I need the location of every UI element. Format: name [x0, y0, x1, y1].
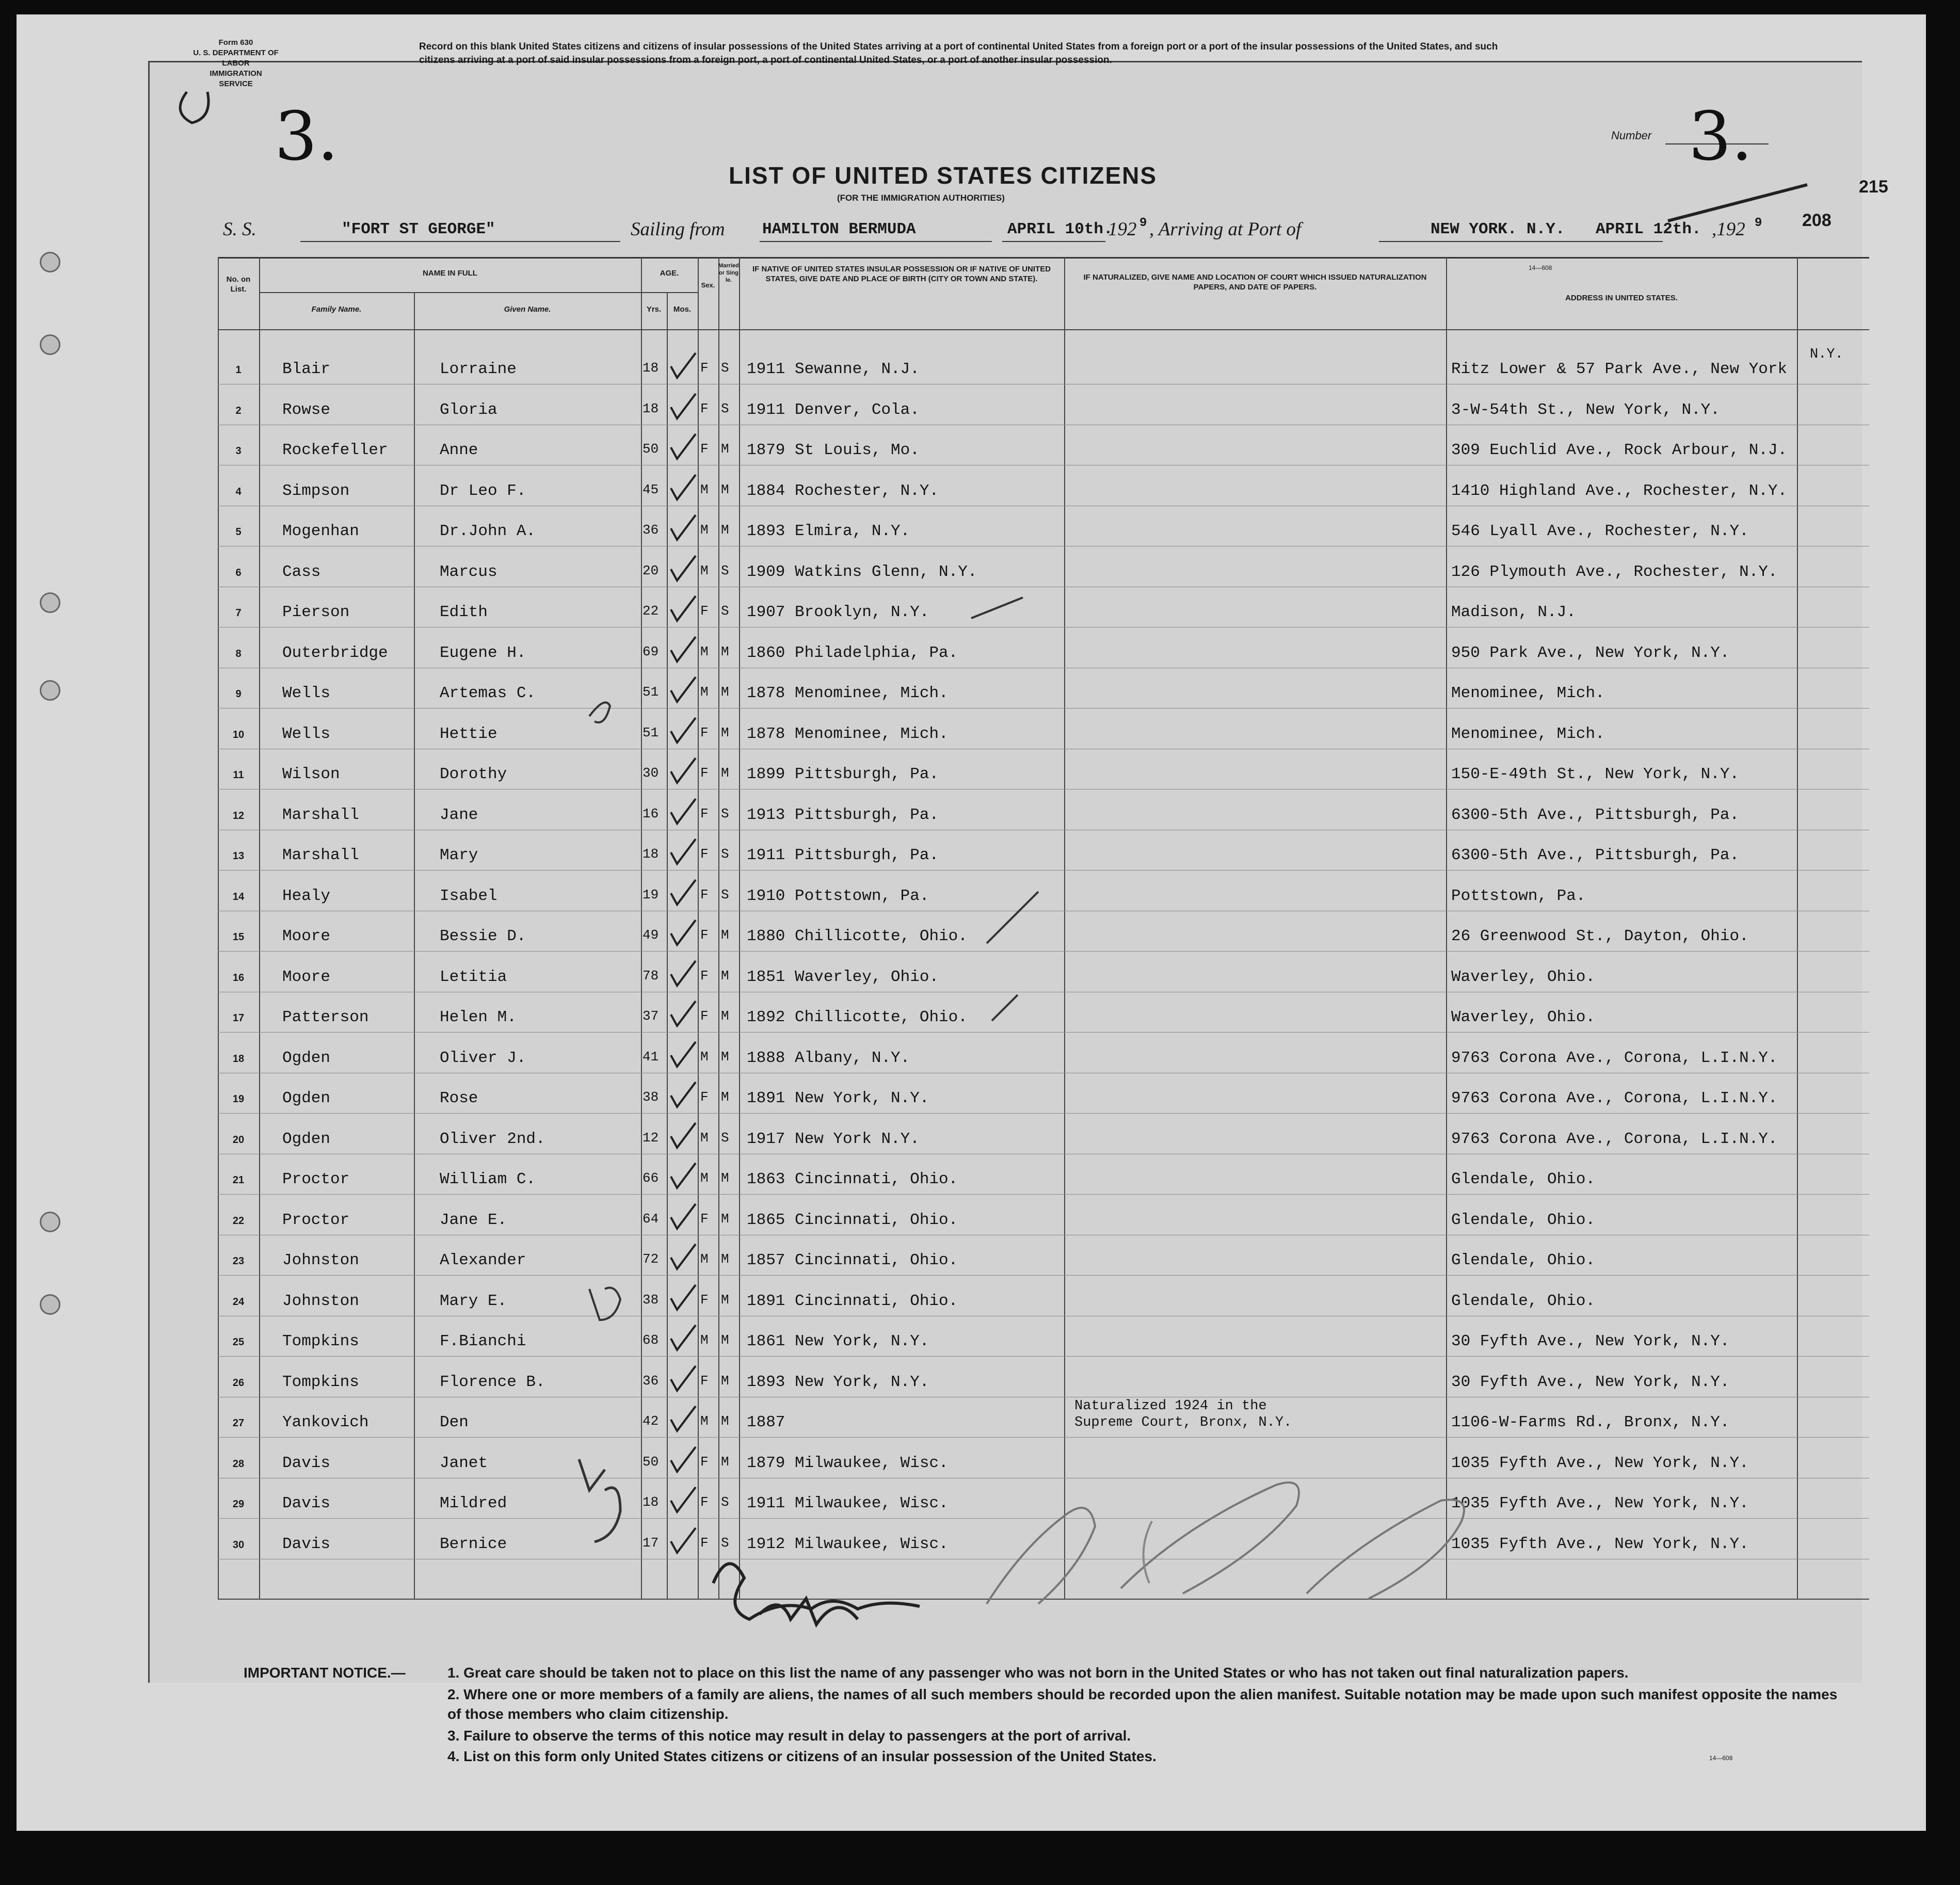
cell-ms: M [721, 1332, 729, 1348]
row-number: 15 [232, 931, 245, 943]
cell-family: Davis [282, 1535, 331, 1553]
cell-yrs: 16 [642, 805, 659, 821]
col-header-address: ADDRESS IN UNITED STATES. [1565, 294, 1678, 302]
cell-sex: F [700, 846, 709, 862]
cell-family: Tompkins [282, 1332, 359, 1350]
ship-name: "FORT ST GEORGE" [342, 220, 495, 238]
row-number: 20 [232, 1134, 245, 1146]
cell-sex: F [700, 1211, 709, 1227]
row-number: 16 [232, 972, 245, 984]
row-number: 28 [232, 1458, 245, 1470]
cell-birth: 1891 Cincinnati, Ohio. [747, 1292, 958, 1310]
cell-addr: 1035 Fyfth Ave., New York, N.Y. [1451, 1454, 1749, 1472]
cell-sex: M [700, 1251, 709, 1267]
cell-yrs: 51 [642, 724, 659, 740]
pen-mark [589, 1288, 620, 1320]
cell-addr: 546 Lyall Ave., Rochester, N.Y. [1451, 522, 1749, 540]
row-number: 25 [232, 1336, 245, 1348]
cell-ms: M [721, 1089, 729, 1105]
row-number: 2 [235, 405, 242, 416]
col-header-given: Given Name. [504, 305, 551, 314]
cell-birth: 1878 Menominee, Mich. [747, 724, 949, 743]
cell-addr: 9763 Corona Ave., Corona, L.I.N.Y. [1451, 1130, 1778, 1148]
cell-ms: M [721, 1373, 729, 1389]
cell-addr: Glendale, Ohio. [1451, 1251, 1596, 1269]
arrival-date: APRIL 12th. [1596, 220, 1701, 238]
cell-yrs: 66 [642, 1170, 659, 1186]
departure-year-digit: 9 [1139, 216, 1147, 230]
cell-given: Marcus [440, 562, 497, 581]
cell-ms: M [721, 481, 729, 497]
cell-addr: Madison, N.J. [1451, 603, 1576, 621]
cell-sex: F [700, 1454, 709, 1470]
cell-sex: M [700, 643, 709, 659]
row-number: 3 [235, 445, 242, 457]
cell-addr: 6300-5th Ave., Pittsburgh, Pa. [1451, 846, 1740, 864]
pen-mark [180, 92, 208, 123]
cell-birth: 1884 Rochester, N.Y. [747, 481, 939, 500]
row-number: 26 [232, 1377, 245, 1389]
cell-birth: 1909 Watkins Glenn, N.Y. [747, 562, 977, 581]
cell-sex: M [700, 684, 709, 700]
row-number: 4 [235, 486, 242, 497]
cell-yrs: 38 [642, 1089, 659, 1105]
cell-sex: F [700, 724, 709, 740]
page-subtitle: (FOR THE IMMIGRATION AUTHORITIES) [837, 193, 1005, 203]
cell-ms: S [721, 1130, 729, 1146]
signature [713, 1564, 920, 1619]
cell-given: Oliver 2nd. [440, 1130, 545, 1148]
col-header-sex: Sex. [701, 281, 715, 289]
handwritten-annotations [17, 14, 1926, 1831]
cell-birth: 1879 Milwaukee, Wisc. [747, 1454, 949, 1472]
number-label: Number [1611, 129, 1652, 142]
cell-ms: S [721, 400, 729, 416]
cell-ms: M [721, 927, 729, 943]
cell-given: Anne [440, 441, 478, 459]
cell-addr: Pottstown, Pa. [1451, 887, 1586, 905]
cell-yrs: 50 [642, 441, 659, 457]
cell-given: Edith [440, 603, 488, 621]
notice-item: 1. Great care should be taken not to place on this list the name of any passenger who was not born in the United States or who has not taken out final naturalization papers. [447, 1665, 1629, 1681]
row-number: 1 [235, 364, 242, 376]
cell-family: Outerbridge [282, 643, 388, 662]
cell-addr: Glendale, Ohio. [1451, 1211, 1596, 1229]
cell-sex: M [700, 1049, 709, 1065]
cell-yrs: 12 [642, 1130, 659, 1146]
cell-given: Dr Leo F. [440, 481, 526, 500]
cell-ms: S [721, 846, 729, 862]
cell-sex: M [700, 1332, 709, 1348]
cell-addr: 30 Fyfth Ave., New York, N.Y. [1451, 1332, 1730, 1350]
sailing-label: Sailing from [631, 219, 725, 240]
page-title: LIST OF UNITED STATES CITIZENS [729, 162, 1158, 189]
cell-naturalized: Naturalized 1924 in the Supreme Court, Bronx, N.Y. [1074, 1398, 1292, 1430]
cell-given: Rose [440, 1089, 478, 1107]
cell-family: Wells [282, 684, 331, 702]
row-number: 8 [235, 648, 242, 659]
cell-given: Janet [440, 1454, 488, 1472]
cell-given: F.Bianchi [440, 1332, 526, 1350]
pen-mark [971, 598, 1023, 618]
cell-sex: M [700, 1413, 709, 1429]
cell-family: Rowse [282, 400, 331, 419]
arrival-year-prefix: ,192 [1712, 219, 1745, 240]
cell-addr: 3-W-54th St., New York, N.Y. [1451, 400, 1720, 419]
cell-given: Isabel [440, 887, 497, 905]
cell-family: Pierson [282, 603, 350, 621]
cell-family: Proctor [282, 1211, 350, 1229]
cell-birth: 1863 Cincinnati, Ohio. [747, 1170, 958, 1188]
cell-birth: 1860 Philadelphia, Pa. [747, 643, 958, 662]
cell-yrs: 37 [642, 1008, 659, 1024]
cell-addr: 1410 Highland Ave., Rochester, N.Y. [1451, 481, 1788, 500]
cell-sex: M [700, 1170, 709, 1186]
cell-family: Patterson [282, 1008, 369, 1026]
col-header-mos: Mos. [673, 305, 692, 314]
cell-addr: Waverley, Ohio. [1451, 1008, 1596, 1026]
cell-ms: M [721, 1170, 729, 1186]
row-number: 12 [232, 810, 245, 821]
cell-given: Bernice [440, 1535, 507, 1553]
cell-ms: M [721, 1454, 729, 1470]
cell-family: Davis [282, 1494, 331, 1512]
pen-mark [987, 892, 1038, 943]
cell-sex: F [700, 765, 709, 781]
cell-birth: 1907 Brooklyn, N.Y. [747, 603, 929, 621]
cell-family: Proctor [282, 1170, 350, 1188]
pen-stroke [1668, 185, 1807, 221]
cell-sex: M [700, 522, 709, 538]
cell-birth: 1893 New York, N.Y. [747, 1373, 929, 1391]
cell-ms: M [721, 1008, 729, 1024]
cell-ms: M [721, 522, 729, 538]
departure-port: HAMILTON BERMUDA [762, 220, 916, 238]
cell-ms: M [721, 1049, 729, 1065]
cell-family: Davis [282, 1454, 331, 1472]
row-number: 22 [232, 1215, 245, 1227]
cell-sex: F [700, 1292, 709, 1308]
cell-given: Bessie D. [440, 927, 526, 945]
cell-sex: F [700, 603, 709, 619]
cell-birth: 1861 New York, N.Y. [747, 1332, 929, 1350]
cell-birth: 1911 Denver, Cola. [747, 400, 920, 419]
row-number: 9 [235, 688, 242, 700]
cell-ms: M [721, 1413, 729, 1429]
arrival-port: NEW YORK. N.Y. [1431, 220, 1565, 238]
col-header-native: IF NATIVE OF UNITED STATES INSULAR POSSESSION OR IF NATIVE OF UNITED STATES, GIVE DATE AND PLACE OF BIRTH (CITY OR TOWN AND STATE). [752, 265, 1051, 283]
cell-addr: Waverley, Ohio. [1451, 968, 1596, 986]
faint-mark [1144, 1521, 1152, 1583]
cell-birth: 1911 Pittsburgh, Pa. [747, 846, 939, 864]
cell-birth: 1917 New York N.Y. [747, 1130, 920, 1148]
department: U. S. DEPARTMENT OF LABOR [193, 49, 279, 68]
pen-mark [992, 995, 1018, 1021]
cell-birth: 1887 [747, 1413, 785, 1431]
cell-given: William C. [440, 1170, 536, 1188]
cell-birth: 1865 Cincinnati, Ohio. [747, 1211, 958, 1229]
cell-given: Eugene H. [440, 643, 526, 662]
cell-family: Marshall [282, 846, 359, 864]
cell-given: Dr.John A. [440, 522, 536, 540]
notice-item: 4. List on this form only United States citizens or citizens of an insular possession of the United States. [447, 1748, 1156, 1764]
cell-given: Den [440, 1413, 469, 1431]
cell-addr: Ritz Lower & 57 Park Ave., New York [1451, 360, 1788, 378]
cell-birth: 1899 Pittsburgh, Pa. [747, 765, 939, 783]
cell-ms: S [721, 562, 729, 578]
cell-yrs: 42 [642, 1413, 659, 1429]
cell-addr: 1035 Fyfth Ave., New York, N.Y. [1451, 1494, 1749, 1512]
cell-birth: 1913 Pittsburgh, Pa. [747, 805, 939, 824]
cell-yrs: 18 [642, 846, 659, 862]
cell-addr: 9763 Corona Ave., Corona, L.I.N.Y. [1451, 1049, 1778, 1067]
manifest-sheet [17, 14, 1926, 1831]
cell-family: Blair [282, 360, 331, 378]
cell-given: Mildred [440, 1494, 507, 1512]
cell-yrs: 49 [642, 927, 659, 943]
cell-birth: 1879 St Louis, Mo. [747, 441, 920, 459]
page-number-top: 215 [1859, 177, 1888, 197]
cell-sex: F [700, 400, 709, 416]
row-number: 29 [232, 1499, 245, 1510]
cell-given: Lorraine [440, 360, 517, 378]
cell-given: Alexander [440, 1251, 526, 1269]
arriving-label: , Arriving at Port of [1149, 219, 1302, 240]
cell-family: Yankovich [282, 1413, 369, 1431]
cell-ms: M [721, 724, 729, 740]
pen-mark [579, 1459, 605, 1490]
cell-given: Jane [440, 805, 478, 824]
cell-yrs: 19 [642, 887, 659, 903]
cell-family: Marshall [282, 805, 359, 824]
row-number: 11 [233, 769, 244, 781]
cell-sex: F [700, 805, 709, 821]
cell-sex: M [700, 481, 709, 497]
cell-sex: F [700, 1008, 709, 1024]
cell-ms: M [721, 441, 729, 457]
cell-yrs: 18 [642, 400, 659, 416]
cell-addr: 150-E-49th St., New York, N.Y. [1451, 765, 1740, 783]
cell-ms: S [721, 603, 729, 619]
row-number: 30 [232, 1539, 245, 1551]
cell-family: Ogden [282, 1049, 331, 1067]
cell-yrs: 18 [642, 360, 659, 376]
cell-yrs: 41 [642, 1049, 659, 1065]
cell-ms: M [721, 1251, 729, 1267]
cell-addr: 1106-W-Farms Rd., Bronx, N.Y. [1451, 1413, 1730, 1431]
cell-yrs: 51 [642, 684, 659, 700]
cell-ms: S [721, 360, 729, 376]
form-number: Form 630 [218, 38, 253, 47]
intro-instructions: Record on this blank United States citizens and citizens of insular possessions of the United States arriving at a port of continental United States from a foreign port or a port of the insular possessions of the United States, and such citizens arriving at a port of said insular possessions from a foreign port, a port of continental United States, or a port of another insular possession. [419, 41, 1498, 66]
notice-item: 2. Where one or more members of a family are aliens, the names of all such members should be recorded upon the alien manifest. Suitable notation may be made upon such manifest opposite the names of those members who claim citizenship. [447, 1686, 1838, 1722]
page-number-bottom: 208 [1802, 211, 1832, 230]
col-header-no: No. on List. [226, 275, 251, 294]
cell-sex: F [700, 1089, 709, 1105]
cell-birth: 1878 Menominee, Mich. [747, 684, 949, 702]
cell-sex: F [700, 360, 709, 376]
cell-ms: S [721, 805, 729, 821]
notice-item: 3. Failure to observe the terms of this notice may result in delay to passengers at the port of arrival. [447, 1728, 1131, 1744]
cell-addr: 126 Plymouth Ave., Rochester, N.Y. [1451, 562, 1778, 581]
cell-given: Florence B. [440, 1373, 545, 1391]
cell-family: Tompkins [282, 1373, 359, 1391]
cell-yrs: 64 [642, 1211, 659, 1227]
row-number: 17 [232, 1012, 245, 1024]
cell-ms: M [721, 643, 729, 659]
cell-family: Healy [282, 887, 331, 905]
row-number: 27 [232, 1417, 245, 1429]
cell-given: Jane E. [440, 1211, 507, 1229]
departure-year-prefix: 192 [1108, 219, 1137, 240]
faint-signature [1307, 1500, 1464, 1599]
cell-yrs: 30 [642, 765, 659, 781]
cell-birth: 1892 Chillicotte, Ohio. [747, 1008, 968, 1026]
cell-family: Ogden [282, 1130, 331, 1148]
cell-sex: F [700, 1494, 709, 1510]
cell-yrs: 22 [642, 603, 659, 619]
row-number: 14 [232, 891, 245, 903]
cell-yrs: 36 [642, 1373, 659, 1389]
row-number: 24 [232, 1296, 245, 1308]
cell-addr: 9763 Corona Ave., Corona, L.I.N.Y. [1451, 1089, 1778, 1107]
cell-birth: 1910 Pottstown, Pa. [747, 887, 929, 905]
cell-family: Cass [282, 562, 321, 581]
cell-sex: F [700, 968, 709, 984]
cell-given: Artemas C. [440, 684, 536, 702]
cell-family: Wilson [282, 765, 340, 783]
cell-birth: 1888 Albany, N.Y. [747, 1049, 910, 1067]
pen-mark [595, 1488, 620, 1542]
departure-date: APRIL 10th. [1007, 220, 1113, 238]
cell-birth: 1911 Sewanne, N.J. [747, 360, 920, 378]
col-header-age: AGE. [660, 269, 679, 278]
col-header-yrs: Yrs. [646, 305, 662, 314]
notice-label: IMPORTANT NOTICE.— [244, 1665, 406, 1681]
cell-family: Rockefeller [282, 441, 388, 459]
row-number: 21 [232, 1174, 245, 1186]
cell-given: Gloria [440, 400, 497, 419]
cell-yrs: 68 [642, 1332, 659, 1348]
cell-addr: 950 Park Ave., New York, N.Y. [1451, 643, 1730, 662]
cell-family: Johnston [282, 1292, 359, 1310]
cell-yrs: 69 [642, 643, 659, 659]
cell-sex: F [700, 1373, 709, 1389]
cell-birth: 1880 Chillicotte, Ohio. [747, 927, 968, 945]
cell-ms: M [721, 1211, 729, 1227]
cell-given: Hettie [440, 724, 497, 743]
cell-sex: F [700, 887, 709, 903]
cell-address-extra: N.Y. [1810, 347, 1843, 362]
cell-addr: 1035 Fyfth Ave., New York, N.Y. [1451, 1535, 1749, 1553]
faint-signature [987, 1508, 1095, 1604]
cell-family: Moore [282, 927, 331, 945]
cell-sex: F [700, 1535, 709, 1551]
cell-yrs: 50 [642, 1454, 659, 1470]
cell-yrs: 18 [642, 1494, 659, 1510]
cell-given: Helen M. [440, 1008, 517, 1026]
cell-given: Mary E. [440, 1292, 507, 1310]
cell-given: Mary [440, 846, 478, 864]
cell-family: Simpson [282, 481, 350, 500]
cell-addr: 26 Greenwood St., Dayton, Ohio. [1451, 927, 1749, 945]
cell-ms: M [721, 968, 729, 984]
cell-ms: M [721, 765, 729, 781]
row-number: 23 [232, 1255, 245, 1267]
cell-sex: M [700, 1130, 709, 1146]
cell-yrs: 72 [642, 1251, 659, 1267]
cell-addr: Menominee, Mich. [1451, 684, 1605, 702]
row-number: 13 [232, 850, 245, 862]
row-number: 19 [232, 1093, 245, 1105]
cell-sex: F [700, 441, 709, 457]
row-number: 6 [235, 567, 242, 578]
row-number: 5 [235, 526, 242, 538]
service: IMMIGRATION SERVICE [210, 69, 262, 88]
col-header-married: Married or Single. [718, 263, 739, 283]
cell-given: Letitia [440, 968, 507, 986]
cell-ms: M [721, 684, 729, 700]
col-header-family: Family Name. [311, 305, 362, 314]
cell-addr: 309 Euchlid Ave., Rock Arbour, N.J. [1451, 441, 1788, 459]
cell-ms: M [721, 1292, 729, 1308]
cell-sex: F [700, 927, 709, 943]
cell-birth: 1857 Cincinnati, Ohio. [747, 1251, 958, 1269]
arrival-year-digit: 9 [1755, 216, 1762, 230]
cell-birth: 1893 Elmira, N.Y. [747, 522, 910, 540]
cell-addr: 30 Fyfth Ave., New York, N.Y. [1451, 1373, 1730, 1391]
row-number: 10 [232, 729, 245, 740]
list-number: 3. [1689, 97, 1753, 175]
col-header-name: NAME IN FULL [423, 269, 477, 278]
cell-birth: 1851 Waverley, Ohio. [747, 968, 939, 986]
cell-given: Oliver J. [440, 1049, 526, 1067]
cell-addr: Menominee, Mich. [1451, 724, 1605, 743]
cell-ms: S [721, 1494, 729, 1510]
cell-ms: S [721, 1535, 729, 1551]
cell-given: Dorothy [440, 765, 507, 783]
cell-birth: 1912 Milwaukee, Wisc. [747, 1535, 949, 1553]
cell-addr: Glendale, Ohio. [1451, 1292, 1596, 1310]
cell-yrs: 36 [642, 522, 659, 538]
cell-yrs: 20 [642, 562, 659, 578]
row-number: 18 [232, 1053, 245, 1065]
notice-form-code: 14—608 [1709, 1754, 1733, 1762]
form-code: 14—608 [1529, 264, 1552, 271]
ss-label: S. S. [223, 219, 256, 240]
cell-yrs: 38 [642, 1292, 659, 1308]
handwritten-number-left: 3. [275, 97, 339, 175]
cell-yrs: 45 [642, 481, 659, 497]
cell-family: Wells [282, 724, 331, 743]
cell-addr: Glendale, Ohio. [1451, 1170, 1596, 1188]
row-number: 7 [235, 607, 242, 619]
col-header-naturalized: IF NATURALIZED, GIVE NAME AND LOCATION OF COURT WHICH ISSUED NATURALIZATION PAPERS, AND DATE OF PAPERS. [1083, 273, 1427, 292]
cell-family: Mogenhan [282, 522, 359, 540]
cell-addr: 6300-5th Ave., Pittsburgh, Pa. [1451, 805, 1740, 824]
cell-sex: M [700, 562, 709, 578]
cell-birth: 1891 New York, N.Y. [747, 1089, 929, 1107]
cell-yrs: 17 [642, 1535, 659, 1551]
cell-birth: 1911 Milwaukee, Wisc. [747, 1494, 949, 1512]
cell-family: Johnston [282, 1251, 359, 1269]
cell-family: Moore [282, 968, 331, 986]
cell-family: Ogden [282, 1089, 331, 1107]
cell-yrs: 78 [642, 968, 659, 984]
pen-mark [589, 702, 610, 722]
cell-ms: S [721, 887, 729, 903]
